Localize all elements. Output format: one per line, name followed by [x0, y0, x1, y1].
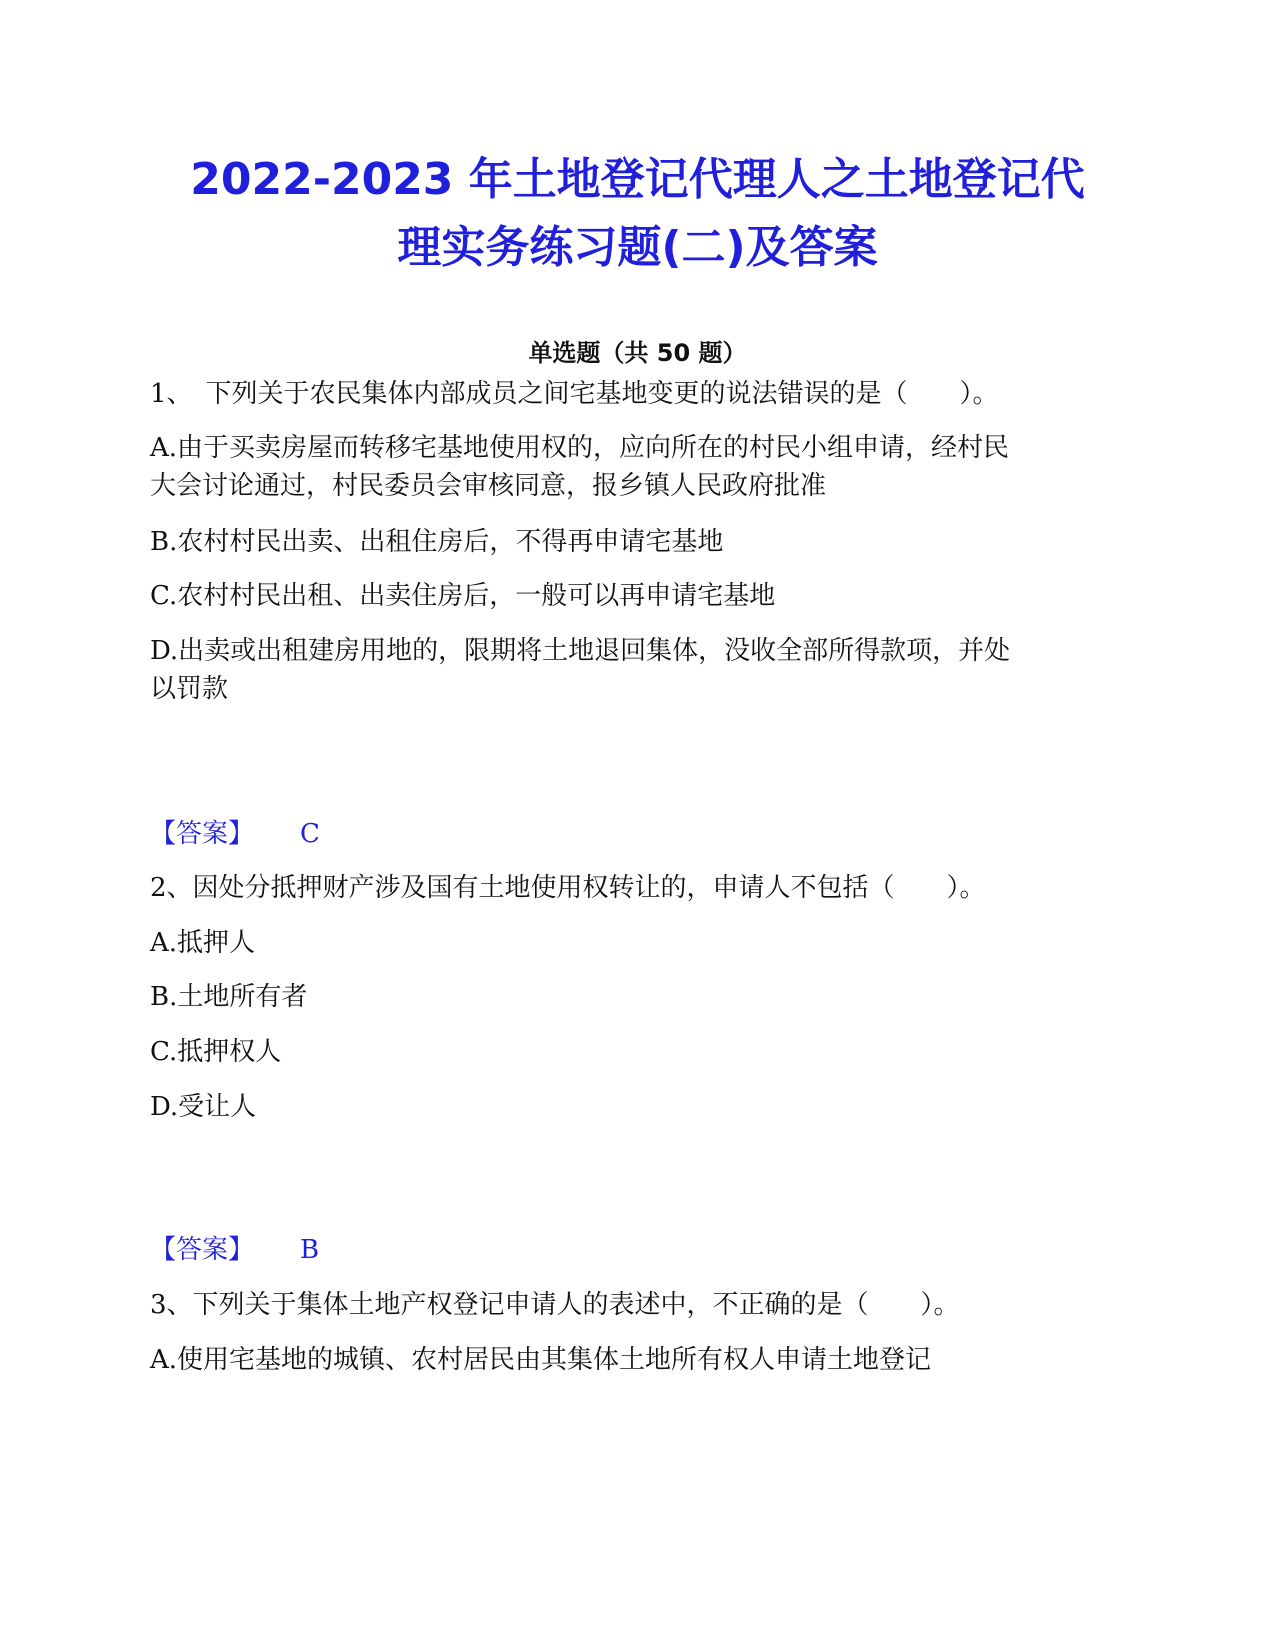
document-title-line-1: 2022-2023 年土地登记代理人之土地登记代 [190, 154, 1085, 205]
question-1-option-c: C.农村村民出租、出卖住房后，一般可以再申请宅基地 [150, 581, 776, 611]
question-1-answer [150, 814, 320, 854]
question-2-option-c: C.抵押权人 [150, 1037, 282, 1067]
question-1-option-d-line-2: 以罚款 [150, 674, 229, 704]
question-1-stem: 1、 下列关于农民集体内部成员之间宅基地变更的说法错误的是（ ）。 [150, 379, 999, 409]
question-2-option-a: A.抵押人 [150, 928, 256, 958]
answer-value: C [300, 819, 320, 849]
question-3-stem: 3、下列关于集体土地产权登记申请人的表述中，不正确的是（ ）。 [150, 1290, 960, 1320]
question-1-option-d-line-1: D.出卖或出租建房用地的，限期将土地退回集体，没收全部所得款项，并处 [150, 636, 1011, 666]
question-1-option-a-line-2: 大会讨论通过，村民委员会审核同意，报乡镇人民政府批准 [150, 471, 827, 501]
question-1-option-a-line-1: A.由于买卖房屋而转移宅基地使用权的，应向所在的村民小组申请，经村民 [150, 433, 1010, 463]
answer-value: B [300, 1235, 320, 1265]
question-1-option-b: B.农村村民出卖、出租住房后，不得再申请宅基地 [150, 527, 724, 557]
question-2-option-b: B.土地所有者 [150, 982, 308, 1012]
question-2-answer [150, 1230, 319, 1270]
section-heading: 单选题（共 50 题） [528, 339, 747, 367]
question-2-option-d: D.受让人 [150, 1092, 257, 1122]
document-title-line-2: 理实务练习题(二)及答案 [397, 222, 878, 273]
answer-label: 【答案】 [150, 819, 255, 849]
question-3-option-a: A.使用宅基地的城镇、农村居民由其集体土地所有权人申请土地登记 [150, 1345, 932, 1375]
question-2-stem: 2、因处分抵押财产涉及国有土地使用权转让的，申请人不包括（ ）。 [150, 873, 986, 903]
answer-label: 【答案】 [150, 1235, 255, 1265]
